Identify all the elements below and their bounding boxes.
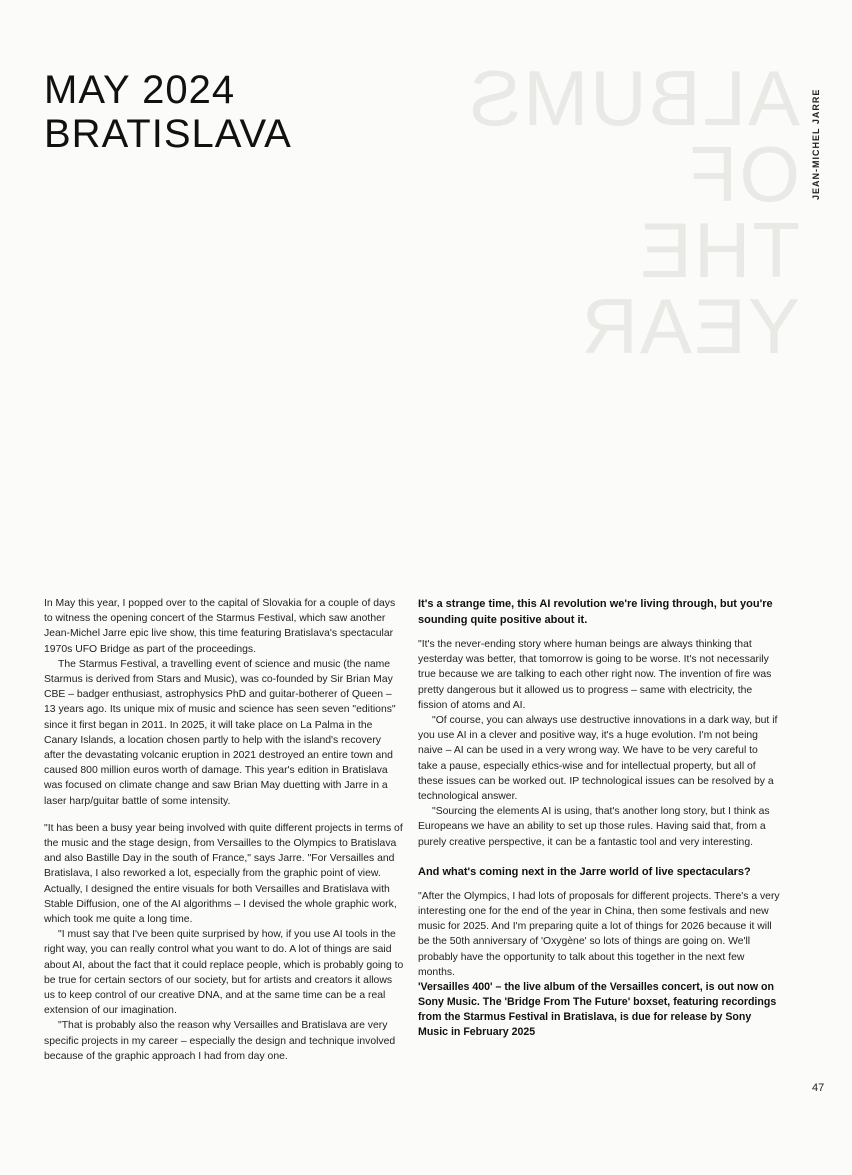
release-info: 'Versailles 400' – the live album of the Versailles concert, is out now on Sony Music. The 'Bridge From The Future' boxset, featuring recordings from the Starmus Festival in Bratislava, is due for release by Sony Music in February 2025 xyxy=(418,981,777,1039)
left-column xyxy=(44,596,404,1064)
title-line-1: MAY 2024 xyxy=(44,68,236,112)
starmus-paragraph: The Starmus Festival, a travelling event of science and music (the name Starmus is derived from Stars and Music), was co-founded by Sir Brian May CBE – badger enthusiast, astrophysics PhD and guitar-botherer of Queen – 13 years ago. Its unique mix of music and science has seen seven "editions" since it first began in 2011. In 2025, it will take place on La Palma in the Canary Islands, a location chosen partly to help with the island's recovery after the devastating volcanic eruption in 2021 destroyed an entire town and caused 800 million euros worth of damage. This year's edition in Bratislava was focused on climate change and saw Brian May duetting with Jarre in a laser harp/guitar battle of some intensity. xyxy=(44,658,396,807)
intro-paragraph: In May this year, I popped over to the capital of Slovakia for a couple of days to witness the opening concert of the Starmus Festival, which saw another Jean-Michel Jarre epic live show, this time featuring Bratislava's spectacular 1970s UFO Bridge as part of the proceedings. xyxy=(44,598,396,655)
answer-1-paragraph-2: "Of course, you can always use destructive innovations in a dark way, but if you use AI in a clever and positive way, it's a huge evolution. I'm not being naive – AI can be used in a very wrong way. We have to be very careful to take a pause, especially ethics-wise and for intellectual property, but all of these issues can be worked out. IP technological issues can be resolved by a technological answer. xyxy=(418,715,778,803)
quote-paragraph-2: "I must say that I've been quite surprised by how, if you use AI tools in the right way, you can really control what you want to do. A lot of things are said about AI, about the fact that it could replace people, which is probably going to be true for certain sectors of our society, but for artists and creators it allows us to keep control of our creative DNA, and at the same time can be a real extension of our imagination. xyxy=(44,929,404,1017)
interview-question-1: It's a strange time, this AI revolution we're living through, but you're sounding quite positive about it. xyxy=(418,598,773,626)
right-column xyxy=(418,596,780,1040)
interview-question-2: And what's coming next in the Jarre world of live spectaculars? xyxy=(418,865,751,878)
quote-paragraph-3: "That is probably also the reason why Versailles and Bratislava are very specific projects in my career – especially the design and technique involved because of the graphic approach I had from day one. xyxy=(44,1020,396,1062)
answer-2-paragraph: "After the Olympics, I had lots of proposals for different projects. There's a very interesting one for the end of the year in China, then some festivals and new music for 2025. And I'm preparing quite a lot of things for 2026 because it will be the 50th anniversary of 'Oxygène' so lots of things are going on. We'll probably have the opportunity to talk about this together in the next few months. xyxy=(418,890,780,978)
ghost-show-through: ALBUMS OF THE YEAR xyxy=(467,60,800,370)
side-credit: JEAN-MICHEL JARRE xyxy=(811,88,821,200)
quote-paragraph-1: "It has been a busy year being involved with quite different projects in terms of the music and the stage design, from Versailles to the Olympics to Bratislava and also Bastille Day in the south of France," says Jarre. "For Versailles and Bratislava, I also reworked a lot, especially from the graphic point of view. Actually, I designed the entire visuals for both Versailles and Bratislava with Stable Diffusion, one of the AI algorithms – I devised the whole graphic work, which took me quite a long time. xyxy=(44,822,403,926)
answer-1-paragraph-1: "It's the never-ending story where human beings are always thinking that yesterday was better, that tomorrow is going to be worse. It's not necessarily true because we are talking to each other right now. The invention of fire was pretty dangerous but it allowed us to progress – same with electricity, the fission of atoms and AI. xyxy=(418,639,772,711)
page-title xyxy=(44,68,292,156)
title-line-2: BRATISLAVA xyxy=(44,112,292,156)
answer-1-paragraph-3: "Sourcing the elements AI is using, that's another long story, but I think as Europeans we have an ability to set up those rules. Having said that, from a purely creative perspective, it can be a fantastic tool and very interesting. xyxy=(418,806,770,848)
page-number: 47 xyxy=(812,1082,825,1094)
